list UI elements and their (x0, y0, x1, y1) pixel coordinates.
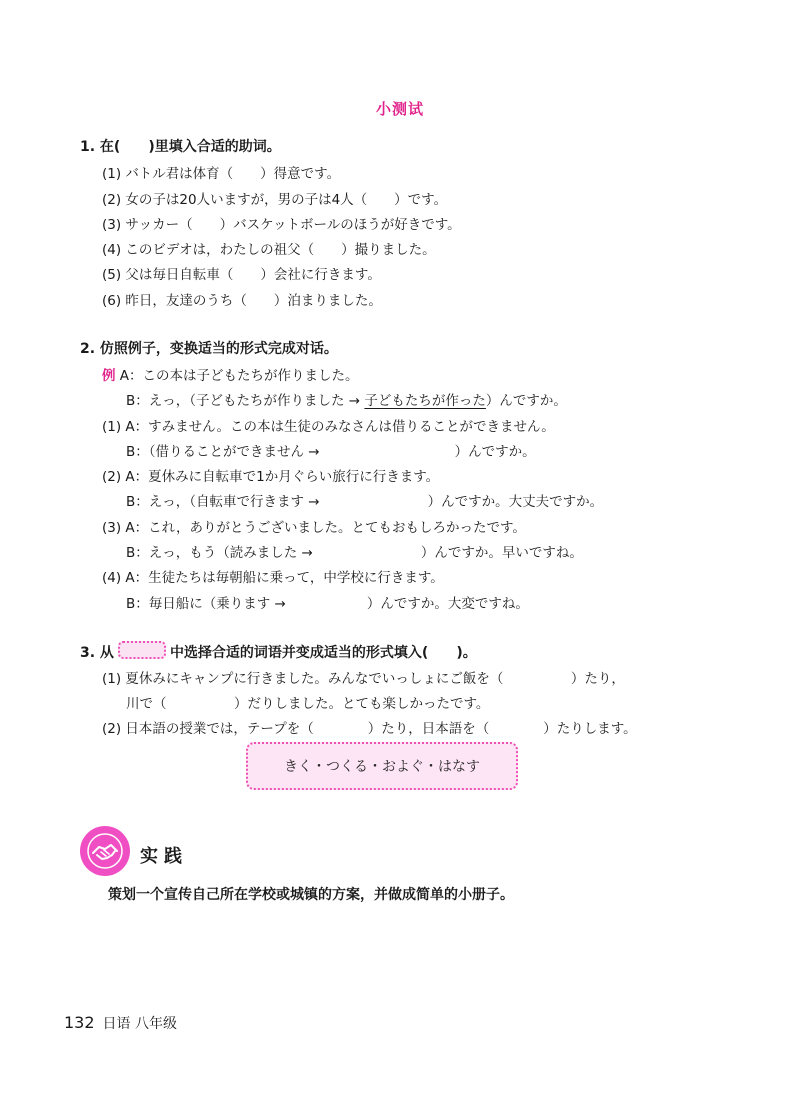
example-tag: 例 (102, 368, 116, 384)
practice-title: 实践 (140, 846, 188, 867)
q2-heading: 2. 仿照例子，变换适当的形式完成对话。 (80, 341, 338, 357)
handshake-icon (80, 826, 130, 876)
q2-item-4-b: B：毎日船に（乗ります → ）んですか。大変ですね。 (126, 596, 529, 612)
page-footer (64, 1013, 177, 1033)
q3-item-2: (2) 日本語の授業では，テープを（ ）たり，日本語を（ ）たりします。 (102, 721, 637, 737)
q2-item-1-a: (1) A：すみません。この本は生徒のみなさんは借りることができません。 (102, 419, 555, 435)
q2-item-2-b: B：えっ，（自転車で行きます → ）んですか。大丈夫ですか。 (126, 494, 604, 510)
q1-item-3: (3) サッカー（ ）バスケットボールのほうが好きです。 (102, 217, 461, 233)
practice-text: 策划一个宣传自己所在学校或城镇的方案，并做成简单的小册子。 (108, 887, 514, 903)
page-number: 132 (64, 1013, 95, 1032)
q2-item-3-b: B：えっ，もう（読みました → ）んですか。早いですね。 (126, 545, 583, 561)
q3-heading (80, 641, 477, 662)
word-choice-box (246, 742, 518, 790)
example-b-answer: 子どもたちが作った (364, 393, 486, 409)
word-box-marker (118, 641, 166, 659)
word-choices: きく・つくる・およぐ・はなす (284, 759, 480, 775)
q3-heading-pre: 3. 从 (80, 645, 114, 661)
q1-item-6: (6) 昨日，友達のうち（ ）泊まりました。 (102, 293, 382, 309)
example-b-post: ）んですか。 (485, 393, 567, 409)
q1-heading: 1. 在( )里填入合适的助词。 (80, 139, 281, 155)
q2-item-2-a: (2) A：夏休みに自転車で1か月ぐらい旅行に行きます。 (102, 469, 440, 485)
q1-item-1: (1) バトル君は体育（ ）得意です。 (102, 166, 341, 182)
q2-item-1-b: B：（借りることができません → ）んですか。 (126, 444, 536, 460)
example-b-pre: B：えっ，（子どもたちが作りました → (126, 393, 365, 409)
handshake-icon-graphic (85, 831, 125, 871)
q1-item-4: (4) このビデオは，わたしの祖父（ ）撮りました。 (102, 242, 436, 258)
example-a: A：この本は子どもたちが作りました。 (119, 368, 359, 384)
q3-heading-post: 中选择合适的词语并变成适当的形式填入( )。 (169, 645, 477, 661)
quiz-title: 小测试 (375, 100, 424, 118)
book-title: 日语 八年级 (102, 1016, 177, 1032)
q1-item-2: (2) 女の子は20人いますが，男の子は4人（ ）です。 (102, 192, 448, 208)
q3-item-1-line-1: (1) 夏休みにキャンプに行きました。みんなでいっしょにご飯を（ ）たり， (102, 671, 625, 687)
q2-example-b-line (126, 389, 567, 409)
q2-item-4-a: (4) A：生徒たちは毎朝船に乗って，中学校に行きます。 (102, 570, 444, 586)
q3-item-1-line-2: 川で（ ）だりしました。とても楽しかったです。 (126, 696, 490, 712)
q2-item-3-a: (3) A：これ，ありがとうございました。とてもおもしろかったです。 (102, 520, 526, 536)
q2-example-a-line (102, 364, 359, 384)
q1-item-5: (5) 父は毎日自転車（ ）会社に行きます。 (102, 267, 381, 283)
